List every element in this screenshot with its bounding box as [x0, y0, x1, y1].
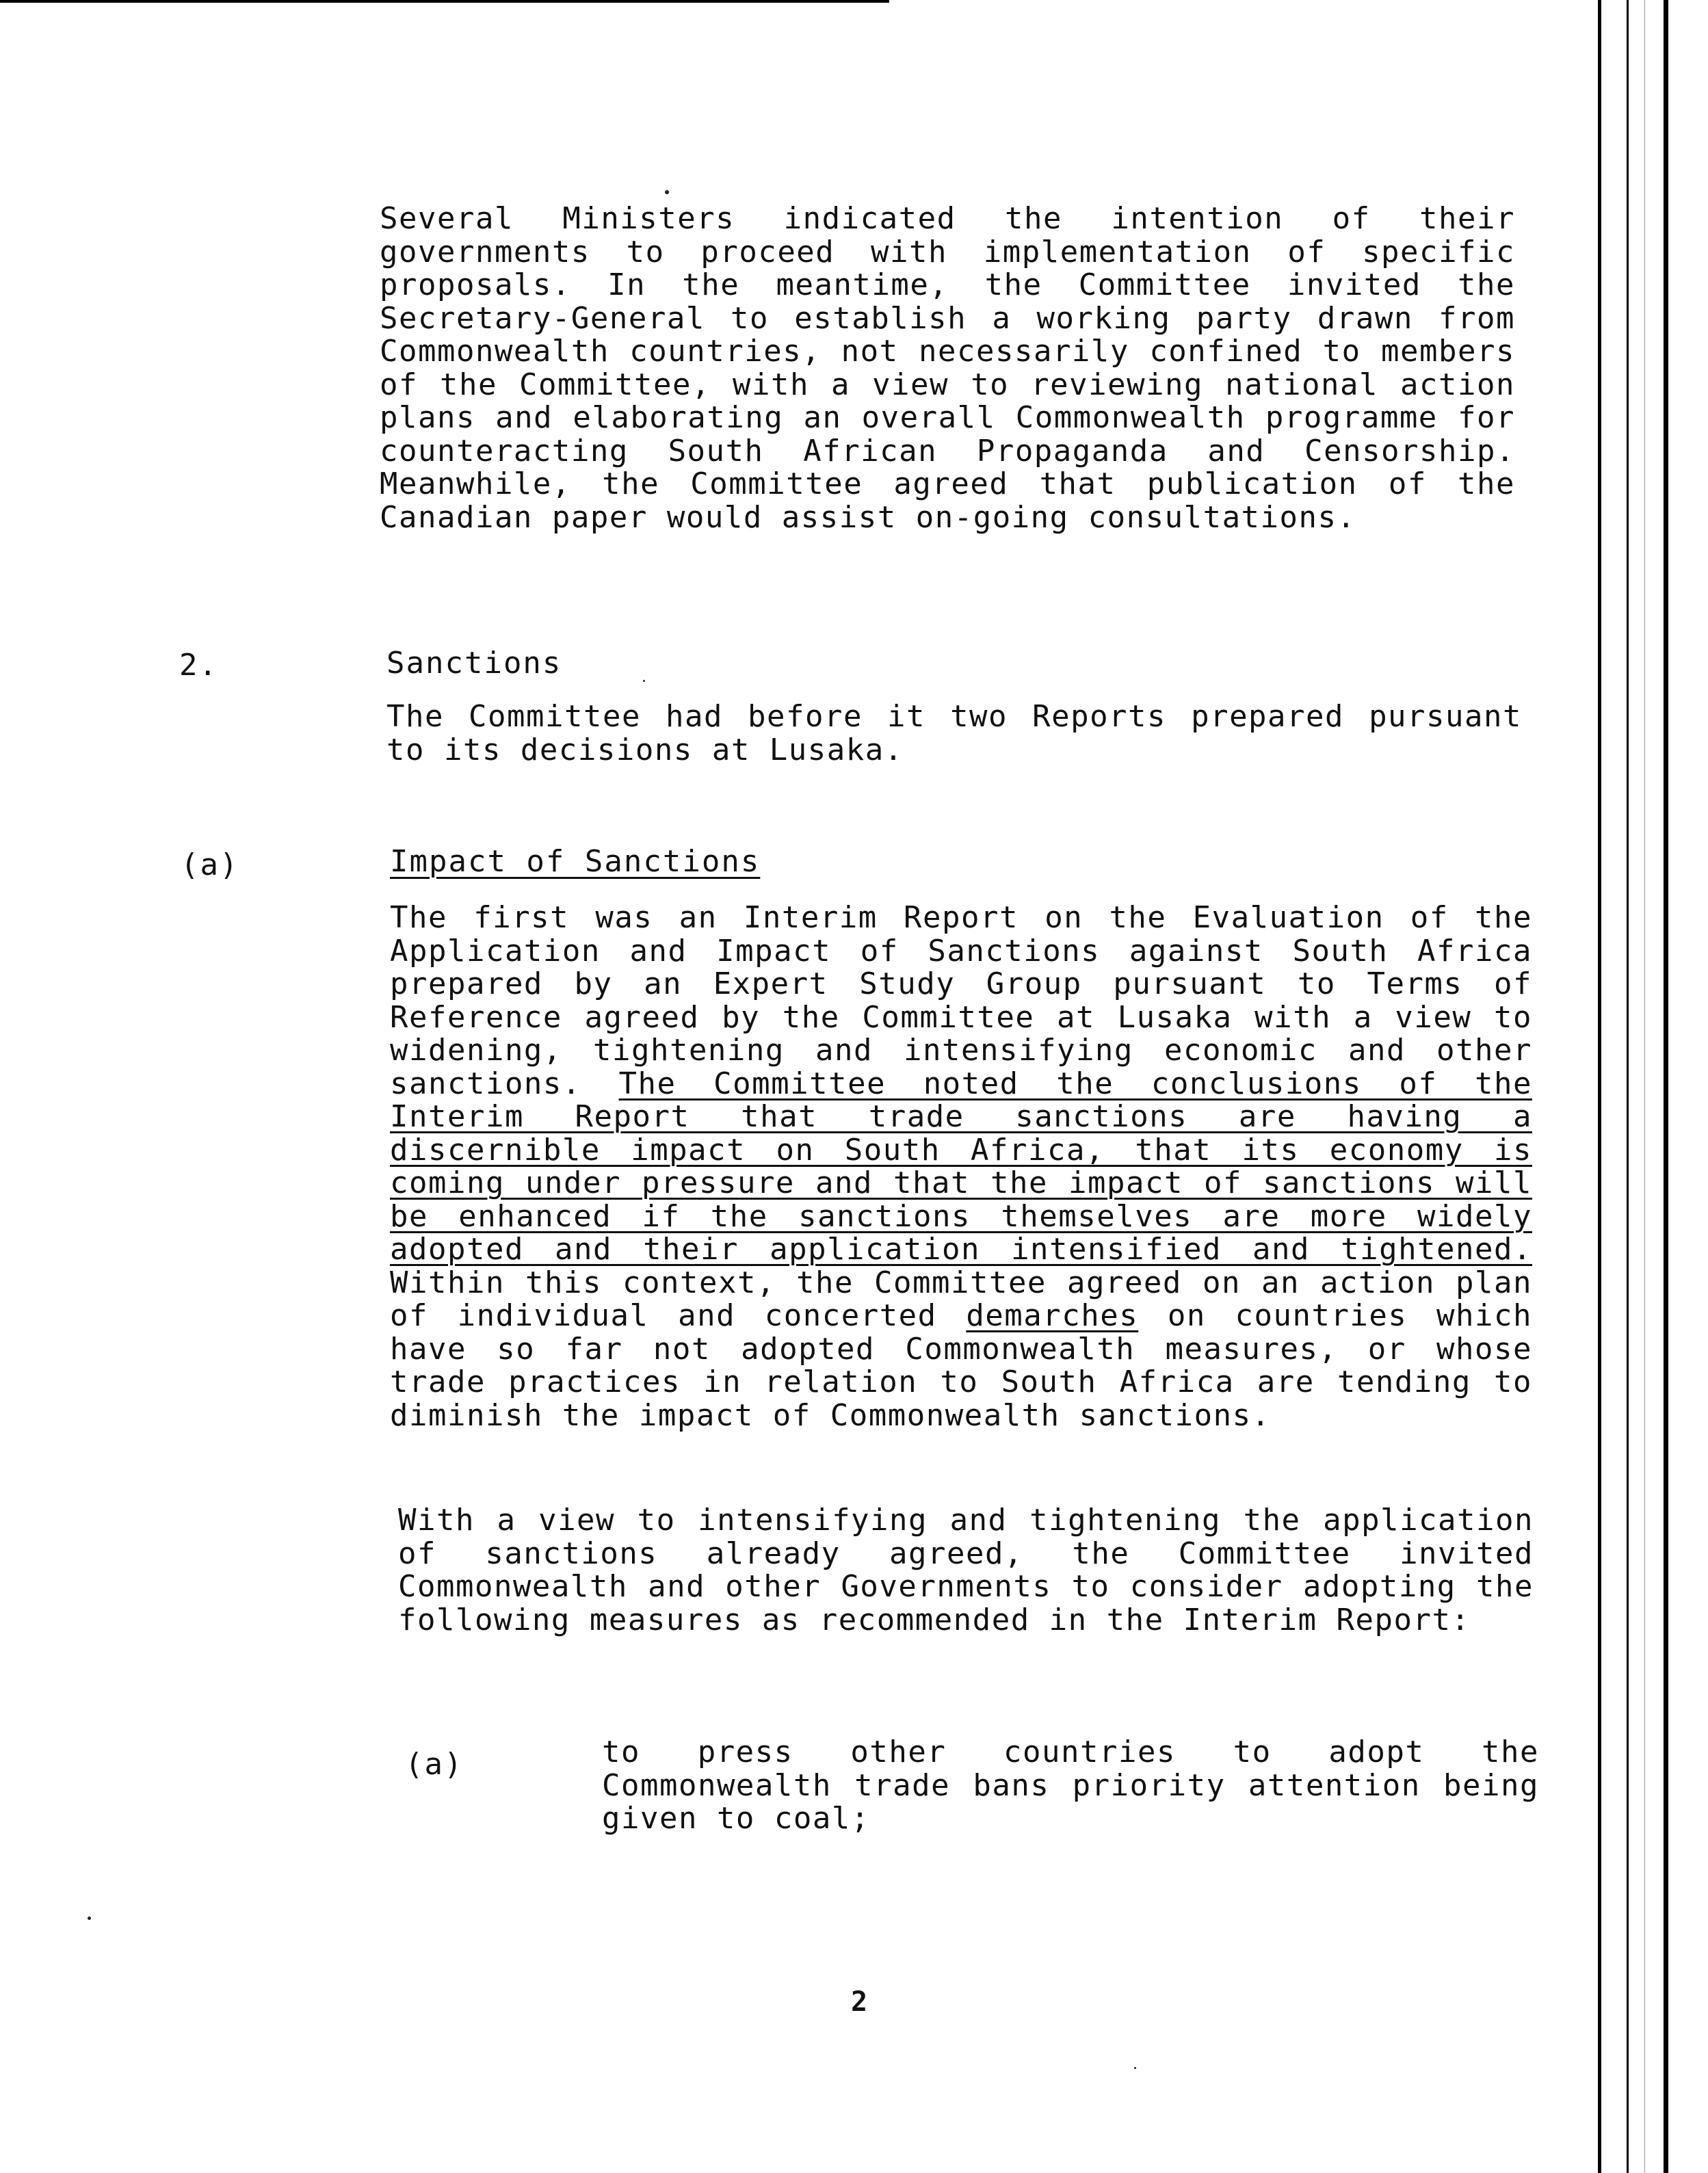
scan-edge-line [1644, 0, 1645, 2173]
page-number: 2 [851, 1986, 868, 2018]
paragraph-text: on countries which have so far not adopted Commonwealth measures, or whose trade practices in relation to South Africa are tending to diminish the impact of Commonwealth sanctions. [390, 1298, 1532, 1433]
scan-edge-line [1664, 0, 1668, 2173]
section-number: 2. [179, 648, 218, 683]
list-item-marker: (a) [405, 1747, 464, 1782]
underlined-conclusions: The Committee noted the conclusions of the Interim Report that trade sanctions are having a discernible impact on South Africa, that its economy is coming under pressure and that the impact of sanctions will be enhanced if the sanctions themselves are more widely adopted and their application intensified and tightened. [390, 1066, 1532, 1267]
intro-paragraph: Several Ministers indicated the intention of their governments to proceed with implementation of specific proposals. In the meantime, the Committee invited the Secretary-General to establish a working party drawn from Commonwealth countries, not necessarily confined to members of the Committee, with a view to reviewing national action plans and elaborating an overall Commonwealth programme for counteracting South African Propaganda and Censorship. Meanwhile, the Committee agreed that publication of the Canadian paper would assist on-going consultations. [380, 201, 1515, 535]
measures-intro-paragraph: With a view to intensifying and tightening the application of sanctions already agreed, the Committee invited Commonwealth and other Governments to consider adopting the following measures as recommended in the Interim Report: [398, 1503, 1534, 1637]
scan-edge-line [1598, 0, 1601, 2173]
underlined-word: demarches [966, 1298, 1139, 1333]
paragraph-text: The first was an Interim Report on the Evaluation of the Application and Impact of Sanctions against South Africa prepared by an Expert Study Group pursuant to Terms of Reference agreed by the Committee at Lusaka with a view to widening, tightening and intensifying economic and other sanctions. [390, 900, 1532, 1101]
subsection-heading: Impact of Sanctions [390, 844, 761, 879]
list-item-text: to press other countries to adopt the Commonwealth trade bans priority attention being given to coal; [602, 1735, 1539, 1836]
section-heading: Sanctions [386, 646, 562, 681]
section-paragraph: The Committee had before it two Reports prepared pursuant to its decisions at Lusaka. [386, 699, 1522, 767]
subsection-number: (a) [181, 847, 239, 882]
scan-edge-line [1627, 0, 1629, 2173]
interim-report-paragraph [390, 901, 1532, 1432]
paragraph-text: Within this context, the Committee agreed on an action plan of individual and concerted [390, 1265, 1532, 1333]
scan-top-rule [0, 0, 889, 3]
